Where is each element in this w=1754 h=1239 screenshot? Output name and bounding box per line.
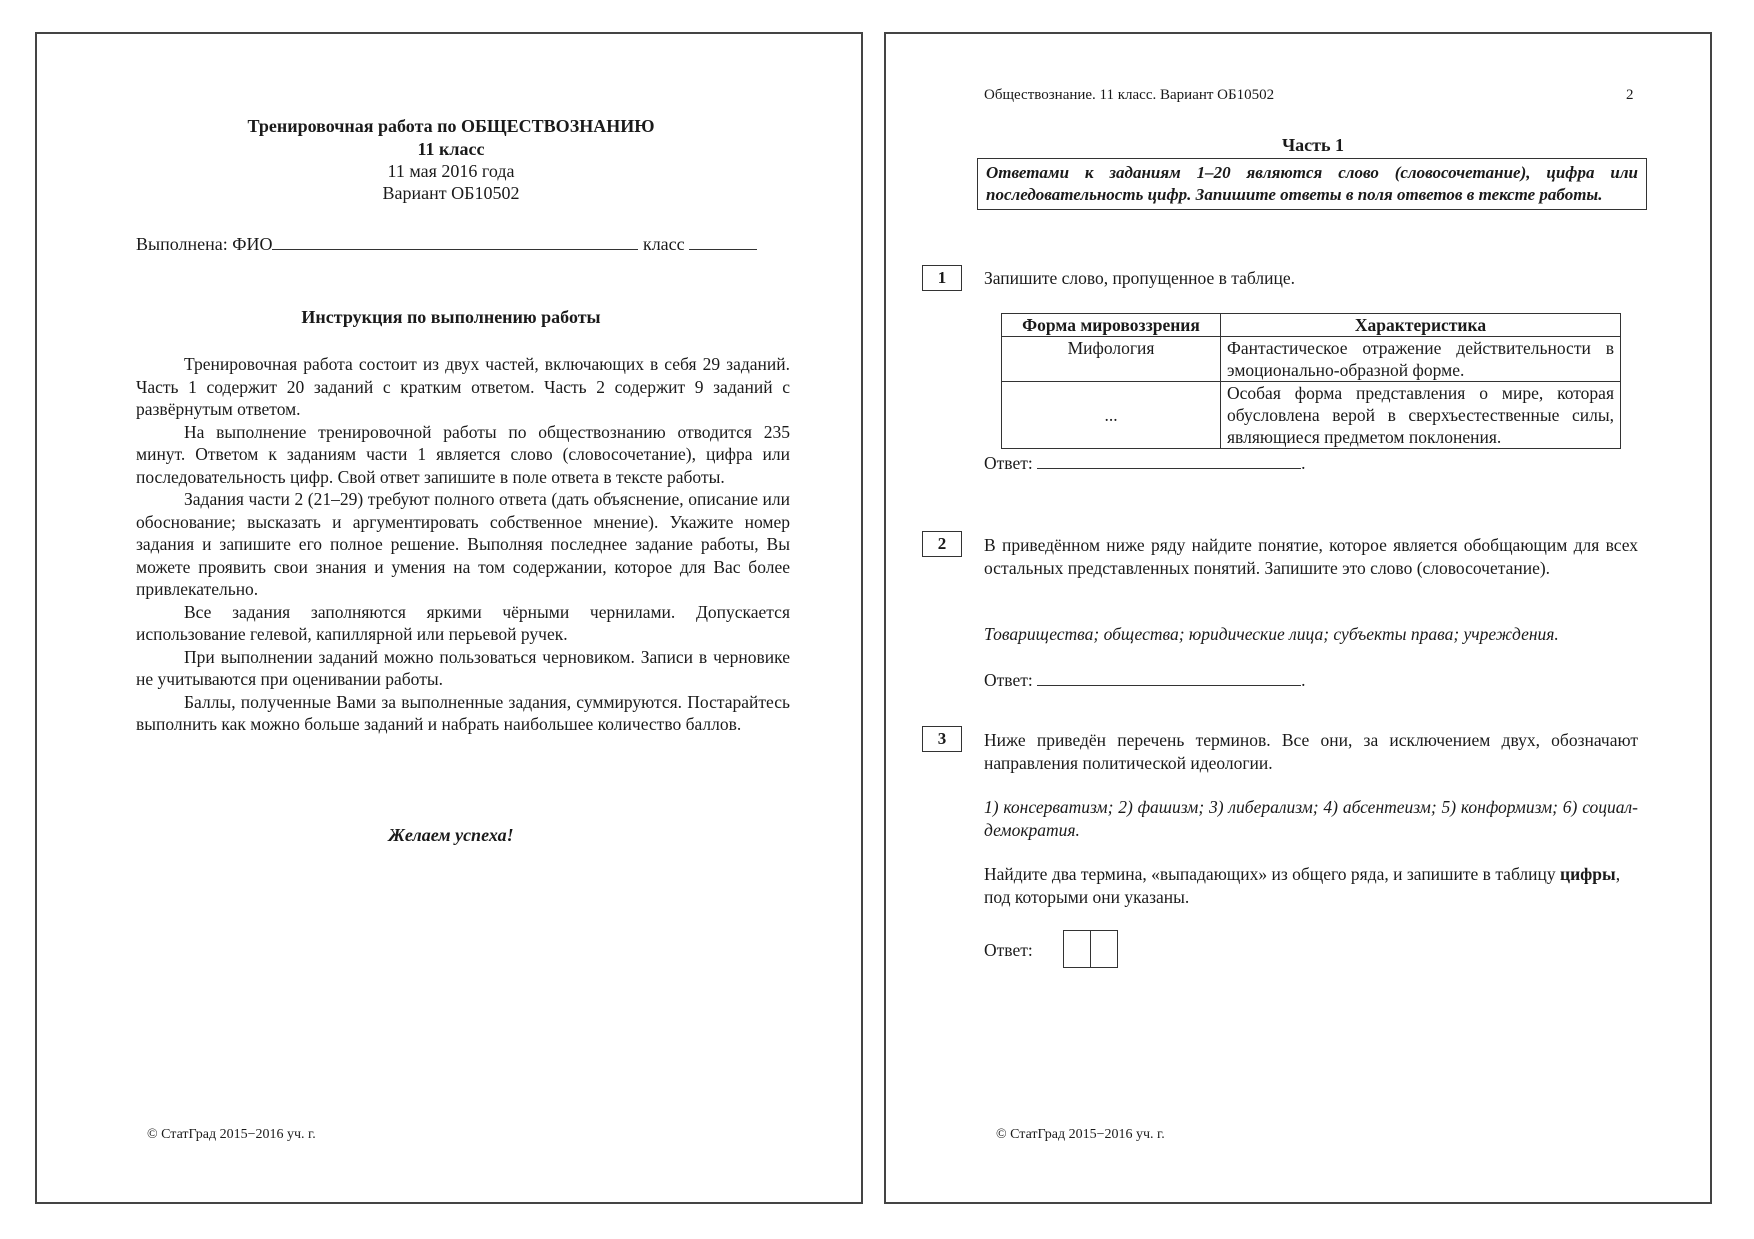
- title-line1: Тренировочная работа по ОБЩЕСТВОЗНАНИЮ: [247, 116, 655, 136]
- table-header: Форма мировоззрения: [1002, 314, 1221, 337]
- instruction-paragraph: На выполнение тренировочной работы по обществознанию отводится 235 минут. Ответом к заданиям части 1 является слово (словосочетание), цифра или последовательность цифр. Свой ответ запишите в поле ответа в тексте работы.: [136, 421, 790, 487]
- table-cell: Мифология: [1002, 337, 1221, 382]
- instruction-paragraph: Тренировочная работа состоит из двух частей, включающих в себя 29 заданий. Часть 1 содержит 20 заданий с кратким ответом. Часть 2 содержит 9 заданий с развёрнутым ответом.: [136, 354, 790, 419]
- answer-dot: .: [1301, 453, 1306, 473]
- task3-instruction: [984, 863, 1638, 908]
- part-note: Ответами к заданиям 1–20 являются слово (словосочетание), цифра или последовательность цифр. Запишите ответы в поля ответов в тексте работы.: [977, 158, 1647, 210]
- task1-answer-row: [984, 453, 1305, 474]
- footer-copyright: © СтатГрад 2015−2016 уч. г.: [996, 1127, 1165, 1142]
- instructions-body: [136, 353, 790, 736]
- task2-terms: Товарищества; общества; юридические лица; субъекты права; учреждения.: [984, 624, 1559, 644]
- task3-instruction-post: , под которыми они указаны.: [984, 864, 1621, 907]
- right-page: [884, 32, 1712, 1204]
- task3-instruction-pre: Найдите два термина, «выпадающих» из общего ряда, и запишите в таблицу: [984, 864, 1556, 884]
- task3-instruction-bold: цифры: [1560, 864, 1616, 884]
- page-number: 2: [1626, 87, 1634, 103]
- task3-text: Ниже приведён перечень терминов. Все они, за исключением двух, обозначают направления политической идеологии.: [984, 730, 1638, 773]
- title-line2: 11 класс: [417, 139, 485, 159]
- answer-dot: .: [1301, 670, 1306, 690]
- part-title: Часть 1: [1281, 135, 1345, 155]
- table-cell: Особая форма представления о мире, которая обусловлена верой в сверхъестественные силы, являющиеся предметом поклонения.: [1221, 382, 1621, 449]
- table-cell-missing: ...: [1002, 382, 1221, 449]
- test-date: 11 мая 2016 года: [387, 161, 515, 181]
- wish-text: Желаем успеха!: [388, 825, 514, 845]
- task3-answer-label: Ответ:: [984, 940, 1033, 960]
- instruction-paragraph: Все задания заполняются яркими чёрными чернилами. Допускается использование гелевой, капиллярной или перьевой ручек.: [136, 601, 790, 644]
- task2-answer-field[interactable]: [1037, 685, 1301, 686]
- table-row: [1002, 382, 1621, 449]
- instruction-paragraph: При выполнении заданий можно пользоваться черновиком. Записи в черновике не учитываются при оценивании работы.: [136, 646, 790, 689]
- instruction-paragraph: Баллы, полученные Вами за выполненные задания, суммируются. Постарайтесь выполнить как можно больше заданий и набрать наибольшее количество баллов.: [136, 691, 790, 734]
- instruction-heading: Инструкция по выполнению работы: [301, 307, 601, 327]
- answer-label: Ответ:: [984, 453, 1033, 473]
- page-header: Обществознание. 11 класс. Вариант ОБ10502: [984, 87, 1275, 103]
- class-label: класс: [642, 234, 685, 254]
- answer-label: Ответ:: [984, 670, 1033, 690]
- task1-answer-field[interactable]: [1037, 468, 1301, 469]
- task2-answer-row: [984, 670, 1305, 691]
- task1-table: [1001, 313, 1621, 449]
- instruction-paragraph: Задания части 2 (21–29) требуют полного ответа (дать объяснение, описание или обоснование; высказать и аргументировать собственное мнение). Укажите номер задания и запишите его полное решение. Выполняя последнее задание работы, Вы можете проявить свои знания и умения на том содержании, которое для Вас более привлекательно.: [136, 489, 790, 599]
- variant-label: Вариант ОБ10502: [382, 183, 520, 203]
- task3-answer-cell-2[interactable]: [1090, 930, 1118, 968]
- task3-answer-cell-1[interactable]: [1063, 930, 1091, 968]
- completed-label: Выполнена: ФИО: [136, 234, 273, 254]
- task2-text: В приведённом ниже ряду найдите понятие, которое является обобщающим для всех остальных представленных понятий. Запишите это слово (словосочетание).: [984, 535, 1638, 578]
- footer-copyright: © СтатГрад 2015−2016 уч. г.: [147, 1127, 316, 1142]
- left-page: [35, 32, 863, 1204]
- task-number-3: 3: [922, 726, 962, 752]
- class-field[interactable]: [689, 249, 757, 250]
- task3-list: 1) консерватизм; 2) фашизм; 3) либерализм; 4) абсентеизм; 5) конформизм; 6) социал-демократия.: [984, 797, 1638, 840]
- name-field[interactable]: [272, 249, 638, 250]
- completed-row: [136, 234, 836, 255]
- table-cell: Фантастическое отражение действительности в эмоционально-образной форме.: [1221, 337, 1621, 382]
- task1-text: Запишите слово, пропущенное в таблице.: [984, 268, 1295, 288]
- task-number-1: 1: [922, 265, 962, 291]
- table-header: Характеристика: [1221, 314, 1621, 337]
- table-row: [1002, 337, 1621, 382]
- task-number-2: 2: [922, 531, 962, 557]
